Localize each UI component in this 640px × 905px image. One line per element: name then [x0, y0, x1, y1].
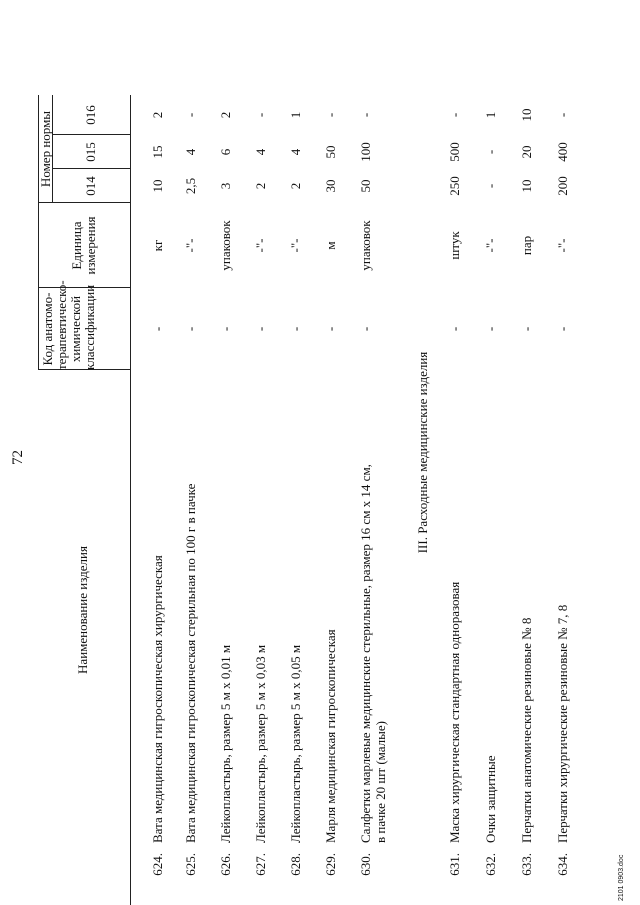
row-norm-016: - — [358, 112, 373, 118]
row-norm-016: 2 — [150, 111, 165, 119]
row-number: 624. — [150, 853, 165, 876]
row-norm-016: - — [323, 112, 338, 118]
row-unit: кг — [150, 239, 165, 252]
row-number: 628. — [288, 853, 303, 876]
table-row — [447, 0, 477, 905]
row-number: 625. — [183, 853, 198, 876]
row-unit: штук — [447, 231, 462, 260]
table-row — [150, 0, 180, 905]
table-row — [288, 0, 318, 905]
row-name: Перчатки хирургические резиновые № 7, 8 — [555, 604, 570, 843]
row-atc: - — [150, 326, 165, 332]
row-unit: -"- — [555, 238, 570, 253]
row-atc: - — [218, 326, 233, 332]
row-norm-014: 250 — [447, 176, 462, 196]
row-atc: - — [288, 326, 303, 332]
row-unit: м — [323, 241, 338, 250]
row-number: 633. — [519, 853, 534, 876]
row-unit: -"- — [288, 238, 303, 253]
row-norm-014: 3 — [218, 182, 233, 190]
row-number: 626. — [218, 853, 233, 876]
header-atc — [40, 280, 97, 370]
row-name: Вата медицинская гигроскопическая стерильная по 100 г в пачке — [183, 483, 198, 843]
row-norm-016: 1 — [288, 111, 303, 119]
row-number: 631. — [447, 853, 462, 876]
row-norm-015: - — [483, 149, 498, 155]
row-number: 629. — [323, 853, 338, 876]
row-norm-015: 4 — [183, 148, 198, 156]
section-title: III. Расходные медицинские изделия — [415, 351, 430, 554]
footer-code: 2101 0903.doc — [618, 854, 625, 901]
row-norm-015: 50 — [323, 145, 338, 159]
row-name: Лейкопластырь, размер 5 м х 0,03 м — [253, 644, 268, 843]
row-name: Лейкопластырь, размер 5 м х 0,01 м — [218, 644, 233, 843]
table-row — [253, 0, 283, 905]
row-atc: - — [358, 326, 373, 332]
header-unit — [70, 203, 98, 288]
row-atc: - — [483, 326, 498, 332]
row-unit: пар — [519, 235, 534, 256]
header-norm-016: 016 — [83, 105, 98, 125]
row-name-continued: в пачке 20 шт (малые) — [373, 720, 388, 843]
row-norm-015: 400 — [555, 142, 570, 162]
row-norm-015: 100 — [358, 142, 373, 162]
row-norm-015: 4 — [253, 148, 268, 156]
row-norm-014: 10 — [150, 179, 165, 193]
row-norm-015: 20 — [519, 145, 534, 159]
header-unit-line-2: измерения — [83, 216, 98, 275]
row-number: 632. — [483, 853, 498, 876]
row-unit: упаковок — [218, 220, 233, 271]
table-row — [358, 0, 388, 905]
table-row — [323, 0, 353, 905]
row-norm-016: 2 — [218, 111, 233, 119]
row-norm-016: - — [555, 112, 570, 118]
row-norm-015: 15 — [150, 145, 165, 159]
header-norm-014: 014 — [83, 176, 98, 196]
row-norm-014: 2,5 — [183, 177, 198, 195]
row-number: 634. — [555, 853, 570, 876]
row-unit: упаковок — [358, 220, 373, 271]
row-atc: - — [253, 326, 268, 332]
row-norm-014: 50 — [358, 179, 373, 193]
row-norm-014: 10 — [519, 179, 534, 193]
table-row — [483, 0, 513, 905]
row-norm-014: 30 — [323, 179, 338, 193]
row-number: 627. — [253, 853, 268, 876]
row-norm-016: 1 — [483, 111, 498, 119]
row-norm-016: - — [447, 112, 462, 118]
row-name: Лейкопластырь, размер 5 м х 0,05 м — [288, 644, 303, 843]
row-unit: -"- — [253, 238, 268, 253]
row-atc: - — [447, 326, 462, 332]
header-atc-line-3: химической — [68, 295, 83, 363]
header-atc-line-1: Код анатомо- — [40, 292, 55, 366]
row-norm-016: - — [183, 112, 198, 118]
row-atc: - — [519, 326, 534, 332]
row-norm-014: 2 — [253, 182, 268, 190]
header-unit-line-1: Единица — [69, 221, 84, 270]
row-name: Перчатки анатомические резиновые № 8 — [519, 617, 534, 843]
row-norm-016: - — [253, 112, 268, 118]
row-unit: -"- — [483, 238, 498, 253]
row-atc: - — [323, 326, 338, 332]
row-unit: -"- — [183, 238, 198, 253]
row-norm-016: 10 — [519, 108, 534, 122]
row-norm-014: - — [483, 183, 498, 189]
page-number: 72 — [10, 450, 26, 465]
header-name: Наименование изделия — [75, 546, 90, 674]
row-name: Маска хирургическая стандартная одноразовая — [447, 581, 462, 843]
header-norm-group: Номер нормы — [38, 110, 53, 188]
row-name: Вата медицинская гигроскопическая хирургическая — [150, 555, 165, 843]
table-row — [218, 0, 248, 905]
row-norm-014: 200 — [555, 176, 570, 196]
row-norm-015: 4 — [288, 148, 303, 156]
table-row — [183, 0, 213, 905]
row-norm-014: 2 — [288, 182, 303, 190]
row-atc: - — [183, 326, 198, 332]
row-atc: - — [555, 326, 570, 332]
row-norm-015: 6 — [218, 148, 233, 156]
header-norm-015: 015 — [83, 142, 98, 162]
header-atc-line-2: терапевтическо- — [54, 280, 69, 370]
table-row — [555, 0, 585, 905]
row-norm-015: 500 — [447, 142, 462, 162]
header-atc-line-4: классификации — [82, 284, 97, 370]
row-name: Очки защитные — [483, 755, 498, 843]
row-number: 630. — [358, 853, 373, 876]
row-name: Марля медицинская гигроскопическая — [323, 629, 338, 843]
row-name: Салфетки марлевые медицинские стерильные, размер 16 см х 14 см, — [358, 464, 373, 843]
table-row — [519, 0, 549, 905]
header-bottom-rule — [130, 95, 131, 905]
